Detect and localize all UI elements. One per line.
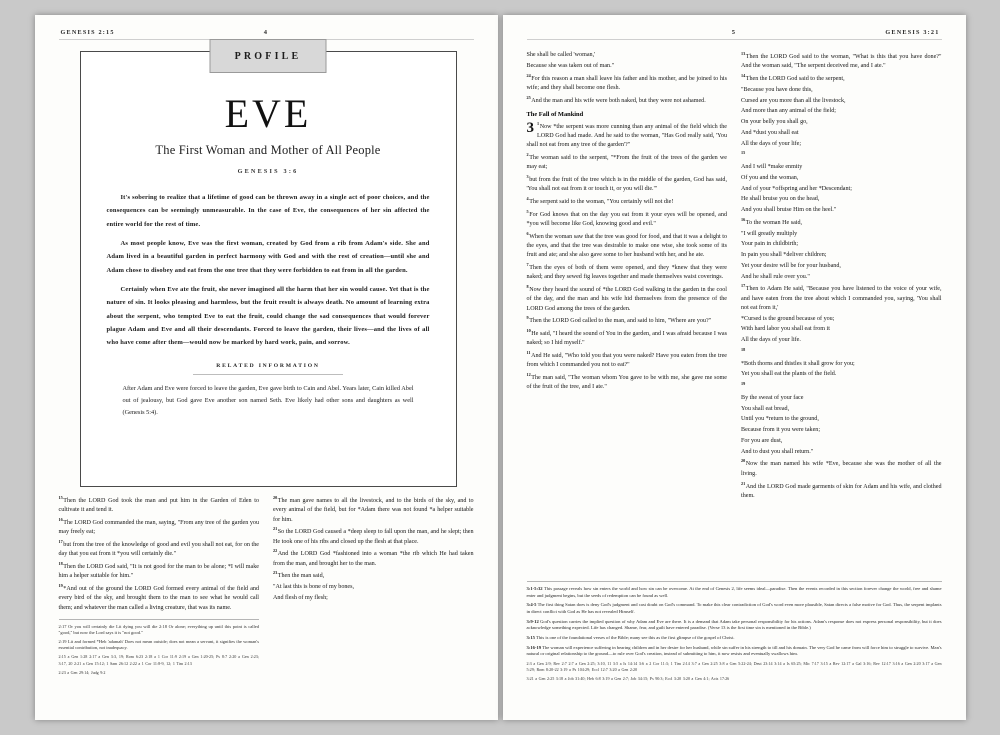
study-note: 3:9-12 God's question carries the implied question of why Adam and Eve are there. It is a demand that Adam take personal responsibility for his actions. Adam's response does not express personal responsibility, but it does acknowledge something expected. Life has changed. Shame, fear, and guilt have entered paradise. (Verse 13 is the first time sin is mentioned in the Bible.)	[526, 618, 942, 631]
right-column	[273, 495, 474, 676]
verse: $^7$Then the eyes of both of them were opened, and they *knew that they were naked; and they sewed fig leaves together and made themselves waist coverings.	[526, 261, 727, 281]
verse-number-marker: 19	[741, 381, 746, 387]
verse: $^8$Now they heard the sound of *the LORD God walking in the garden in the cool of the day, and the man and his wife hid themselves from the presence of the LORD God among the trees of the garden.	[526, 283, 727, 312]
verse-poetry-line: On your belly you shall go,	[741, 119, 808, 126]
verse: $^{16}$The LORD God commanded the man, saying, "From any tree of the garden you may freely eat;	[58, 517, 259, 536]
verse-number-marker: 18	[741, 346, 746, 352]
verse-poetry-line: In pain you shall *deliver children;	[741, 252, 827, 259]
verse: $^{11}$And He said, "Who told you that you were naked? Have you eaten from the tree from which I commanded you not to eat?"	[526, 350, 727, 369]
study-notes-divider	[527, 581, 942, 582]
verse-poetry-line: And flesh of my flesh;	[273, 594, 328, 601]
verse-poetry-line: All the days of your life.	[741, 337, 801, 344]
cross-references: 3:21 a Gen 2:25 3:18 a Job 31:40; Heb 6:8 3:19 a Gen 2:7; Job 34:15; Ps 90:3; Eccl 3:20 3:20 a Gen 4:1; Acts 17:26	[526, 676, 730, 682]
verse: $^5$For God knows that on the day you eat from it your eyes will be opened, and *you will become like God, knowing good and evil."	[526, 208, 727, 227]
verse-poetry-line: And to dust you shall return."	[741, 448, 814, 455]
verse: $^{18}$Then the LORD God said, "It is not good for the man to be alone; *I will make him a helper suitable for him."	[58, 561, 259, 580]
running-head-right: GENESIS 3:21	[885, 29, 940, 36]
verse-poetry-line: Because she was taken out of man."	[526, 62, 615, 69]
verse-poetry-line: "I will greatly multiply	[741, 230, 798, 237]
verse: 3 $^1$Now *the serpent was more cunning than any animal of the field which the LORD God had made. And he said to the woman, "Has God really said, 'You shall not eat from any tree of the garden'?"	[526, 119, 727, 149]
verse-block	[527, 51, 728, 106]
verse: $^{24}$For this reason a man shall leave his father and his mother, and be joined to his wife; and they shall become one flesh.	[526, 72, 727, 91]
study-notes-section	[527, 575, 942, 682]
verse: $^{17}$Then to Adam He said, "Because you have listened to the voice of your wife, and have eaten from the tree about which I commanded you, saying, 'You shall not eat from it,'	[741, 283, 942, 311]
study-note: 3:15 This is one of the foundational verses of the Bible; many see this as the first glimpse of the gospel of Christ.	[526, 634, 735, 640]
verse-poetry-line: By the sweat of your face	[741, 394, 804, 401]
profile-reference: GENESIS 3:6	[237, 168, 299, 175]
verse: $^{16}$To the woman He said,	[741, 216, 803, 226]
verse-poetry-line: Yet you shall eat the plants of the field.	[741, 371, 837, 378]
verse-poetry-line: All the days of your life;	[741, 140, 802, 147]
left-page	[35, 15, 498, 720]
cross-references: 2:23 a Gen 29:14; Judg 9:2	[58, 669, 106, 675]
verse-poetry-line: For you are dust,	[741, 437, 783, 444]
verse: $^4$The serpent said to the woman, "You certainly will not die!	[526, 195, 674, 205]
right-column	[741, 51, 942, 503]
verse-block	[59, 495, 260, 613]
profile-tab-label: PROFILE	[234, 50, 302, 62]
profile-paragraph: It's sobering to realize that a lifetime of good can be thrown away in a single act of poor choices, and the consequences can be seemingly unmeasurable. In the case of Eve, the consequences of her sin affected the entire world for the rest of time.	[106, 194, 430, 228]
notes-divider	[59, 619, 260, 620]
verse-poetry-line: And you shall bruise Him on the heel."	[741, 207, 837, 214]
related-information-heading: RELATED INFORMATION	[216, 363, 320, 370]
study-note: 3:4-5 The first thing Satan does is deny God's judgment and cast doubt on God's command. To make this clear contradiction of God's word even more plausible, Satan directs a false motive for God. Thus, the serpent implants in direct conflict with God as He has not revealed Himself.	[526, 602, 942, 614]
verse: $^{12}$The man said, "The woman whom You gave to be with me, she gave me some of the fruit of the tree, and I ate."	[526, 372, 727, 391]
profile-subtitle: The First Woman and Mother of All People	[155, 143, 381, 157]
verse-poetry-line: You shall eat bread,	[741, 405, 790, 412]
verse: $^{19}$*And out of the ground the LORD God formed every animal of the field and every bird of the sky, and brought them to the man to see what he would call them; and whatever the man called a living creature, that was its name.	[58, 583, 259, 611]
verse-poetry-line: Yet your desire will be for your husband,	[741, 262, 841, 269]
verse: $^{10}$He said, "I heard the sound of You in the garden, and I was afraid because I was naked; so I hid myself."	[526, 328, 727, 347]
verse: $^{17}$but from the tree of the knowledge of good and evil you shall not eat, for on the day that you eat from it *you will certainly die."	[58, 539, 259, 558]
verse-poetry-line: And more than any animal of the field;	[741, 108, 836, 115]
profile-box	[80, 51, 457, 487]
profile-paragraph: As most people know, Eve was the first woman, created by God from a rib from Adam's side. She and Adam lived in a beautiful garden in perfect harmony with God and with the rest of creation—until she and Adam chose to disobey and eat from the one tree that they were forbidden to eat from in all the garden.	[106, 239, 430, 274]
study-note: 3:1-5:32 This passage reveals how sin enters the world and how sin can be overcome. At the end of Genesis 2, life seems ideal—paradise. Then the events recorded in this section forever change the world, free and shame enter and judgment begins, but the seeds of redemption can be found as well.	[526, 586, 942, 598]
verse-poetry-line: She shall be called 'woman,'	[526, 52, 596, 58]
left-page-columns	[59, 495, 474, 676]
profile-title: EVE	[224, 91, 312, 136]
verse: $^3$but from the fruit of the tree which is in the middle of the garden, God has said, 'You shall not eat from it or touch it, or you will die.'"	[526, 173, 727, 193]
profile-body	[107, 191, 430, 349]
verse-poetry-line: "At last this is bone of my bones,	[273, 584, 355, 591]
verse-poetry-line: *Cursed is the ground because of you;	[741, 315, 835, 322]
verse-poetry-line: And he shall rule over you."	[741, 273, 810, 280]
verse-block	[741, 51, 942, 501]
verse-poetry-line: Cursed are you more than all the livestock,	[741, 97, 846, 104]
profile-tab	[210, 39, 327, 73]
verse-poetry-line: Because from it you were taken;	[741, 427, 821, 434]
related-information-text: After Adam and Eve were forced to leave the garden, Eve gave birth to Cain and Abel. Years later, Cain killed Abel out of jealousy, but God gave Eve another son named Seth. Eve likely had other sons and daughters as well (Genesis 5:4).	[122, 385, 414, 416]
translation-note: 2:17 Or you will certainly die Lit dying you will die 2:18 Or alone; everything up until this point is called "good," but now the Lord says it is "not good."	[58, 623, 259, 636]
cross-references: 2:15 a Gen 1:28 2:17 a Gen 3:3, 19; Rom 6:23 2:18 a 1 Cor 11:9 2:19 a Gen 1:20-25; Ps 8:7 2:20 a Gen 2:23; 3:17, 20 2:21 a Gen 15:12; 1 Sam 26:12 2:22 a 1 Cor 11:8-9, 12; 1 Tim 2:13	[58, 654, 259, 666]
header-rule-right	[527, 39, 942, 40]
verse: $^2$The woman said to the serpent, "*From the fruit of the trees of the garden we may eat;	[526, 151, 727, 171]
verse-block	[273, 495, 474, 603]
left-column	[59, 495, 260, 676]
verse: $^6$When the woman saw that the tree was good for food, and that it was a delight to the eyes, and that the tree was desirable to make one wise, she took some of its fruit and ate; and she also gave some to her husband with her, and he ate.	[526, 230, 727, 259]
profile-paragraph: Certainly when Eve ate the fruit, she never imagined all the harm that her sin would cause. Yet that is the nature of sin. It looks pleasing and harmless, but the fruit result is always death. No amount of learning extra about the serpent, who tempted Eve to eat the fruit, could change the sad consequences that would forever plague Adam and Eve and all their descendants. Forced to leave the garden, their lives—and the lives of all who have come after them—would now be marked by hard work, pain, and sorrow.	[106, 285, 430, 347]
verse: $^{20}$Now the man named his wife *Eve, because she was the mother of all the living.	[741, 458, 942, 477]
verse: $^9$Then the LORD God called to the man, and said to him, "Where are you?"	[526, 315, 712, 325]
left-column	[527, 51, 728, 503]
verse: $^{21}$And the LORD God made garments of skin for Adam and his wife, and clothed them.	[741, 480, 942, 499]
verse: $^{25}$And the man and his wife were both naked, but they were not ashamed.	[526, 94, 706, 104]
verse-poetry-line: And I will *make enmity	[741, 164, 803, 171]
folio-right: 5	[731, 29, 737, 36]
verse-block	[527, 121, 728, 393]
verse-poetry-line: Your pain in childbirth;	[741, 241, 799, 248]
folio-left: 4	[263, 29, 269, 36]
right-page	[503, 15, 966, 720]
verse-poetry-line: Of you and the woman,	[741, 174, 799, 181]
verse-poetry-line: *Both thorns and thistles it shall grow for you;	[741, 360, 855, 367]
translation-note: 2:19 Lit and formed *Heb 'adamah' Does not mean outside; does not mean a servant, it signifies the woman's essential contribution, not inadequacy.	[58, 638, 259, 651]
running-head-left: GENESIS 2:15	[60, 29, 115, 36]
verse-number-marker: 15	[741, 150, 746, 156]
verse: $^{22}$And the LORD God *fashioned into a woman *the rib which He had taken from the man, and brought her to the man.	[273, 548, 474, 567]
cross-references: 2:3 a Gen 2:9; Rev 2:7 2:7 a Gen 2:25; 3:10, 11 3:5 a Is 14:14 3:6 a 2 Cor 11:3; 1 Tim 2:14 3:7 a Gen 2:25 3:8 a Gen 5:22-24; Deut 23:14 3:14 a Is 65:25; Mic 7:17 3:15 a Rev 12:17 a Gal 3:16; Rev 12:17 3:16 a Gen 2:20 3:17 a Gen 5:29; Rom 8:20-22 3:19 a Ps 104:29; Eccl 12:7 3:20 a Gen 2:20	[526, 660, 942, 673]
verse: $^{21}$So the LORD God caused a *deep sleep to fall upon the man, and he slept; then He took one of his ribs and closed up the flesh at that place.	[273, 526, 474, 545]
verse: $^{15}$Then the LORD God took the man and put him in the Garden of Eden to cultivate it and tend it.	[58, 495, 259, 514]
verse-poetry-line: He shall bruise you on the head,	[741, 196, 820, 203]
verse-poetry-line: With hard labor you shall eat from it	[741, 326, 830, 333]
verse-poetry-line: "Because you have done this,	[741, 86, 813, 93]
verse-poetry-line: Until you *return to the ground,	[741, 416, 819, 423]
section-heading: The Fall of Mankind	[526, 110, 584, 118]
verse-poetry-line: And *dust you shall eat	[741, 129, 799, 136]
verse-poetry-line: And of your *offspring and her *Descendant;	[741, 185, 852, 192]
right-page-columns	[527, 51, 942, 503]
study-note: 3:16-19 The woman will experience suffering in bearing children and in her desire for her husband, while sin suffer in his strength to till and his domain. The very God he came from will force him to struggle to survive. Man's natural or original relationship to the ground—to rule over God's creation, instead of submitting to him, it now resists and eventually swallows him.	[526, 644, 942, 657]
related-divider	[193, 374, 343, 375]
verse: $^{14}$Then the LORD God said to the serpent,	[741, 73, 845, 83]
verse: $^{13}$Then the LORD God said to the woman, "What is this that you have done?" And the woman said, "The serpent deceived me, and I ate."	[741, 51, 942, 70]
verse: $^{20}$The man gave names to all the livestock, and to the birds of the sky, and to every animal of the field, but for *Adam there was not found *a helper suitable for him.	[273, 495, 474, 523]
verse: $^{23}$Then the man said,	[273, 570, 325, 580]
